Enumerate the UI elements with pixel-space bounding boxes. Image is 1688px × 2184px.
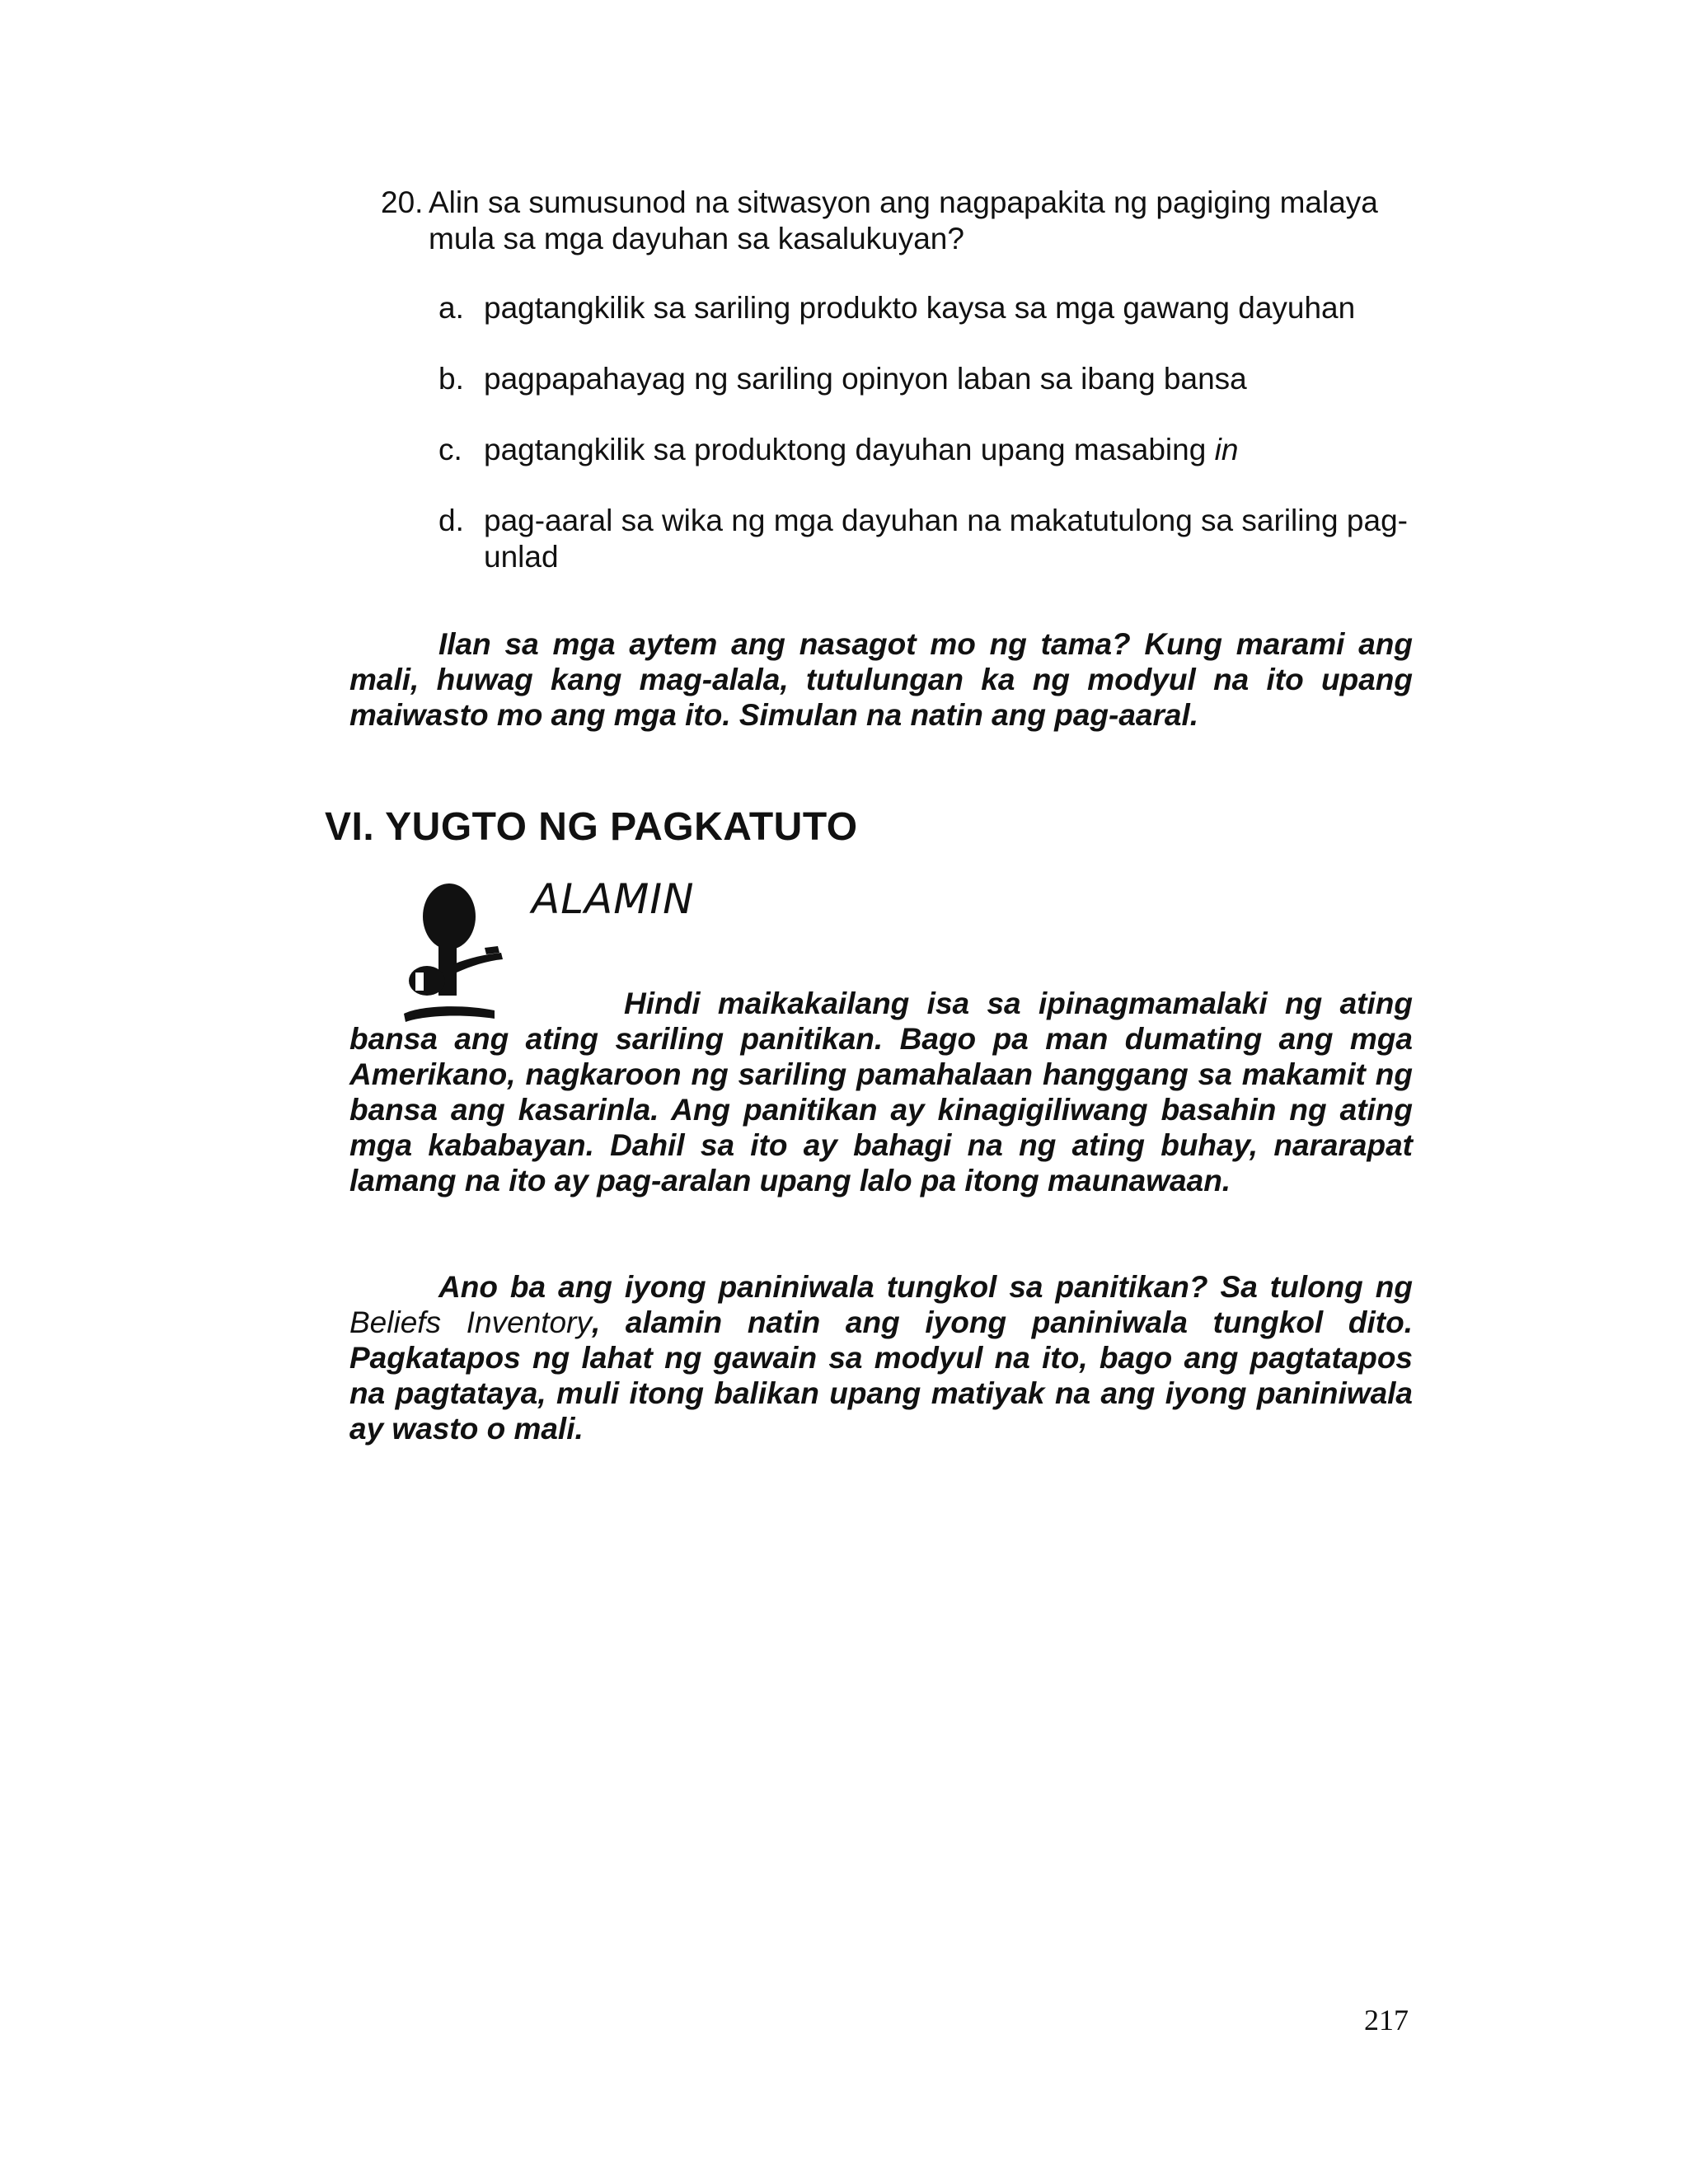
choice-italic-term: in: [1214, 433, 1239, 466]
encouragement-paragraph: [349, 626, 1413, 733]
beliefs-paragraph: [349, 1269, 1413, 1446]
section-title: VI. YUGTO NG PAGKATUTO: [325, 805, 858, 849]
choice-text: pag-aaral sa wika ng mga dayuhan na makatutulong sa sariling pag-unlad: [484, 504, 1408, 574]
alamin-paragraph: [349, 986, 1413, 1198]
choice-letter: c.: [438, 433, 462, 466]
choice-text: pagpapahayag ng sariling opinyon laban sa ibang bansa: [484, 362, 1247, 396]
beliefs-text-2: , alamin natin ang iyong paniniwala tungkol dito. Pagkatapos ng lahat ng gawain sa modyul na ito, bago ang pagtatapos na pagtataya, muli itong balikan upang matiyak na ang iyong paniniwala ay wasto o mali.: [349, 1305, 1413, 1446]
choice-letter: a.: [438, 291, 464, 325]
encouragement-text: Ilan sa mga aytem ang nasagot mo ng tama? Kung marami ang mali, huwag kang mag-alala, tutulungan ka ng modyul na ito upang maiwasto mo ang mga ito. Simulan na natin ang pag-aaral.: [349, 627, 1413, 732]
subheading-alamin: ALAMIN: [532, 875, 695, 923]
beliefs-text-1: Ano ba ang iyong paniniwala tungkol sa panitikan? Sa tulong ng: [438, 1270, 1413, 1304]
choice-text-wrap: [484, 432, 1415, 468]
question-text: Alin sa sumusunod na sitwasyon ang nagpapakita ng pagiging malaya mula sa mga dayuhan sa kasalukuyan?: [429, 185, 1378, 255]
alamin-text: Hindi maikakailang isa sa ipinagmamalaki ng ating bansa ang ating sariling panitikan. Bago pa man dumating ang mga Amerikano, nagkaroon ng sariling pamahalaan hanggang sa makamit ng bansa ang kasarinla. Ang panitikan ay kinagigiliwang basahin ng ating mga kababayan. Dahil sa ito ay bahagi na ng ating buhay, nararapat lamang na ito ay pag-aralan upang lalo pa itong maunawaan.: [349, 987, 1413, 1197]
beliefs-term: Beliefs Inventory: [349, 1305, 592, 1339]
choice-text: pagtangkilik sa sariling produkto kaysa sa mga gawang dayuhan: [484, 291, 1356, 325]
page-number: 217: [1364, 2004, 1409, 2036]
choice-text: pagtangkilik sa produktong dayuhan upang masabing: [484, 433, 1215, 466]
choice-letter: d.: [438, 504, 464, 537]
choice-letter: b.: [438, 362, 464, 396]
question-number: 20.: [381, 185, 424, 219]
